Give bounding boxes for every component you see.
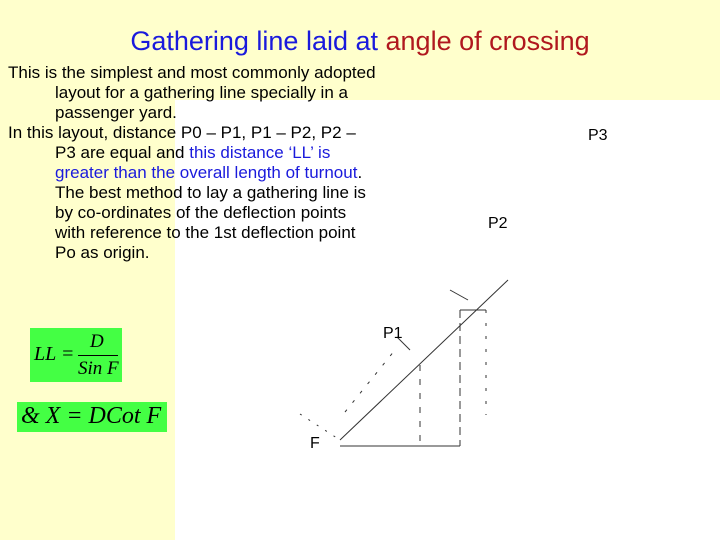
title-part-1: Gathering line laid at <box>130 26 378 56</box>
formula-ll-denominator: Sin F <box>78 358 119 379</box>
crossing-dashed-line <box>300 414 340 440</box>
paragraph-2-highlight: this distance ‘LL’ is greater than the overall length of turnout <box>55 143 358 182</box>
tick-mark-1 <box>450 290 468 300</box>
title-part-2: angle of crossing <box>385 26 590 56</box>
formula-ll-numerator: D <box>90 331 104 352</box>
formula-ll-lhs: LL = <box>34 343 75 365</box>
offset-dashed-line <box>345 350 395 412</box>
paragraph-2-seg-3: . The best method to lay a gathering line is by co-ordinates of the deflection points with reference to the 1st deflection point Po as origin. <box>55 163 366 262</box>
gathering-line <box>340 280 508 440</box>
label-f: F <box>310 435 320 452</box>
paragraph-2-seg-1: In this layout, distance P0 – P1, P1 – P2, P2 – P3 are equal and <box>8 123 356 162</box>
label-p3: P3 <box>588 127 608 144</box>
formula-x-text: & X = DCot F <box>21 403 162 429</box>
label-p2: P2 <box>488 215 508 232</box>
paragraph-1: This is the simplest and most commonly adopted layout for a gathering line specially in a passenger yard. <box>8 63 376 122</box>
label-p1: P1 <box>383 325 403 342</box>
